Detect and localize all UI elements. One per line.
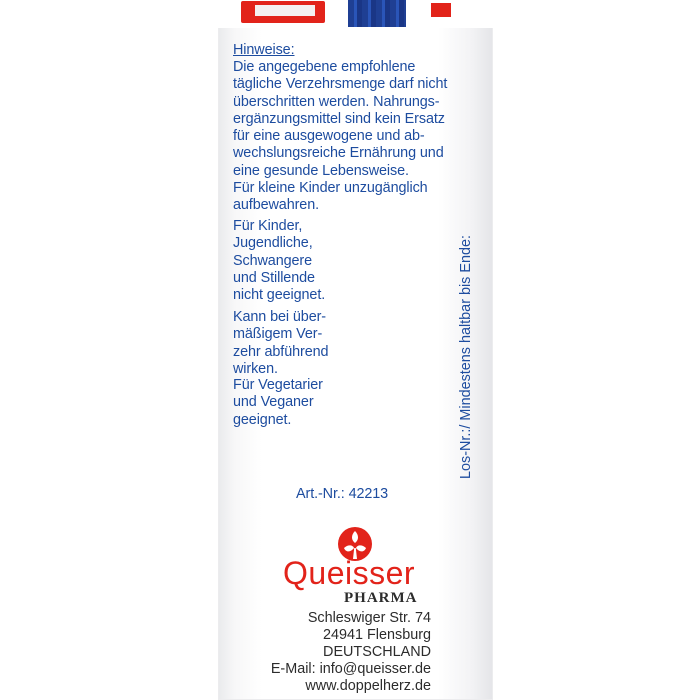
top-flap-white-band bbox=[255, 5, 315, 16]
address-city: 24941 Flensburg bbox=[322, 627, 431, 643]
notes-paragraph-5: Für Vegetarier und Veganer geeignet. bbox=[233, 377, 323, 428]
notes-paragraph-2: Für kleine Kinder unzugänglich aufbewahren. bbox=[233, 180, 428, 214]
lot-and-expiry-label: Los-Nr.:/ Mindestens haltbar bis Ende: bbox=[458, 235, 474, 479]
address-website: www.doppelherz.de bbox=[305, 678, 431, 694]
notes-paragraph-4: Kann bei über- mäßigem Ver- zehr abführend wirken. bbox=[233, 309, 329, 377]
top-flap-red-mark bbox=[431, 3, 451, 17]
notes-paragraph-3: Für Kinder, Jugendliche, Schwangere und Stillende nicht geeignet. bbox=[233, 218, 326, 304]
brand-name: Queisser bbox=[283, 555, 416, 591]
top-flap-blue-graphic bbox=[348, 0, 406, 27]
address-country: DEUTSCHLAND bbox=[323, 644, 431, 660]
address-street: Schleswiger Str. 74 bbox=[307, 610, 431, 626]
notes-heading: Hinweise: bbox=[233, 42, 295, 58]
notes-paragraph-1: Die angegebene empfohlene tägliche Verzehrsmenge darf nicht überschritten werden. Nahrungs- ergänzungsmittel sind kein Ersatz für eine ausgewogene und ab- wechslungsreiche Ernährung und eine gesunde Lebensweise. bbox=[233, 59, 448, 179]
address-email: E-Mail: info@queisser.de bbox=[270, 661, 431, 677]
article-number: Art.-Nr.: 42213 bbox=[296, 486, 389, 502]
brand-subtitle: PHARMA bbox=[344, 590, 418, 606]
